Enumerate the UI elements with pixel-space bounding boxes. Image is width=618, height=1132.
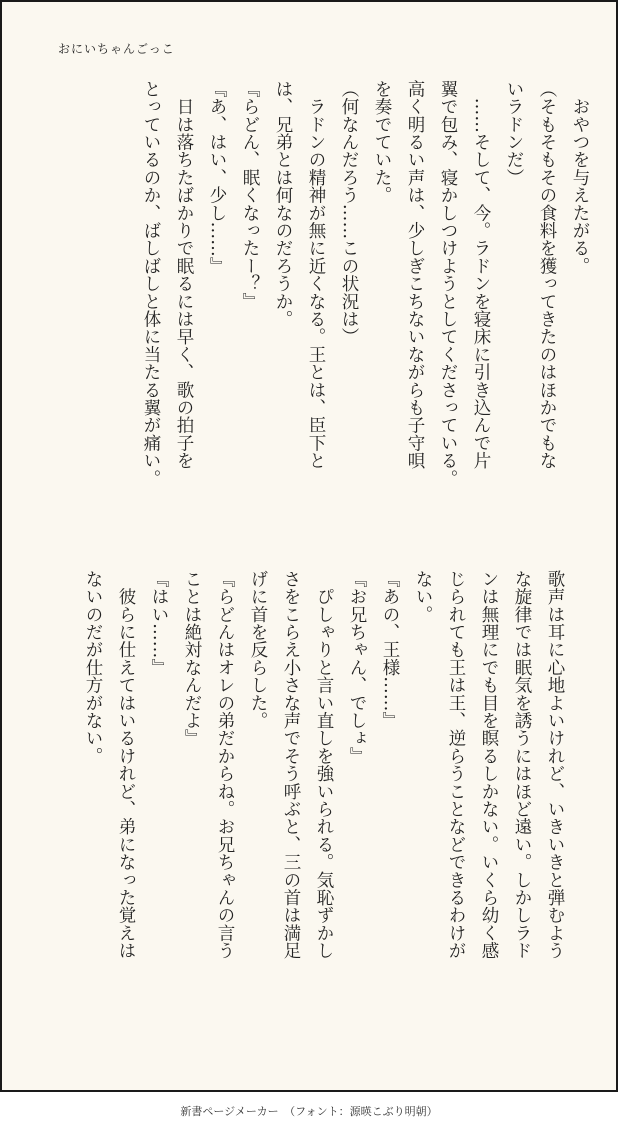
text-line: ない。 [413,570,433,624]
text-line: な旋律では眠気を誘うにはほど遠い。しかしラド [512,570,532,960]
footer-credit: 新書ページメーカー （フォント：源暎こぶり明朝） [180,1105,438,1118]
text-line: （そもそもその食料を獲ってきたのはほかでもな [537,80,557,470]
page-title: おにいちゃんごっこ [58,42,175,56]
text-block-top [134,80,596,535]
text-line: 彼らに仕えてはいるけれど、弟になった覚えは [116,570,136,960]
text-line: 『お兄ちゃん、でしょ』 [347,570,367,765]
text-line: 『はい……』 [149,570,169,677]
text-line: は、兄弟とは何なのだろうか。 [273,80,293,328]
text-line: 翼で包み、寝かしつけようとしてくださっている。 [438,80,458,488]
text-line: じられても王は王、逆らうことなどできるわけが [446,570,466,960]
text-line: 『あの、王様……』 [380,570,400,730]
text-line: ンは無理にでも目を瞑るしかない。いくら幼く感 [479,570,499,960]
text-line: 『らどん、眠くなったー？』 [240,80,260,311]
text-line: ラドンの精神が無に近くなる。王とは、臣下と [306,80,326,470]
text-line: 高く明るい声は、少しぎこちないながらも子守唄 [405,80,425,470]
text-line: いラドンだ） [504,80,524,187]
text-line: さをこらえ小さな声でそう呼ぶと、三の首は満足 [281,570,301,960]
text-line: 『らどんはオレの弟だからね。お兄ちゃんの言う [215,570,235,960]
text-line: ぴしゃりと言い直しを強いられる。気恥ずかし [314,570,334,960]
text-block-bottom [76,570,571,1025]
text-line: 『あ、はい、少し……』 [207,80,227,275]
text-line: （何なんだろう……この状況は） [339,80,359,346]
text-line: げに首を反らした。 [248,570,268,730]
text-line: ことは絶対なんだよ』 [182,570,202,747]
text-line: 日は落ちたばかりで眠るには早く、歌の拍子を [174,80,194,470]
text-line: を奏でていた。 [372,80,392,204]
text-line: ないのだが仕方がない。 [83,570,103,765]
text-line: 歌声は耳に心地よいけれど、いきいきと弾むよう [545,570,565,960]
text-line: おやつを与えたがる。 [570,80,590,275]
text-line: ……そして、今。ラドンを寝床に引き込んで片 [471,80,491,470]
text-line: とっているのか、ばしばしと体に当たる翼が痛い。 [141,80,161,488]
